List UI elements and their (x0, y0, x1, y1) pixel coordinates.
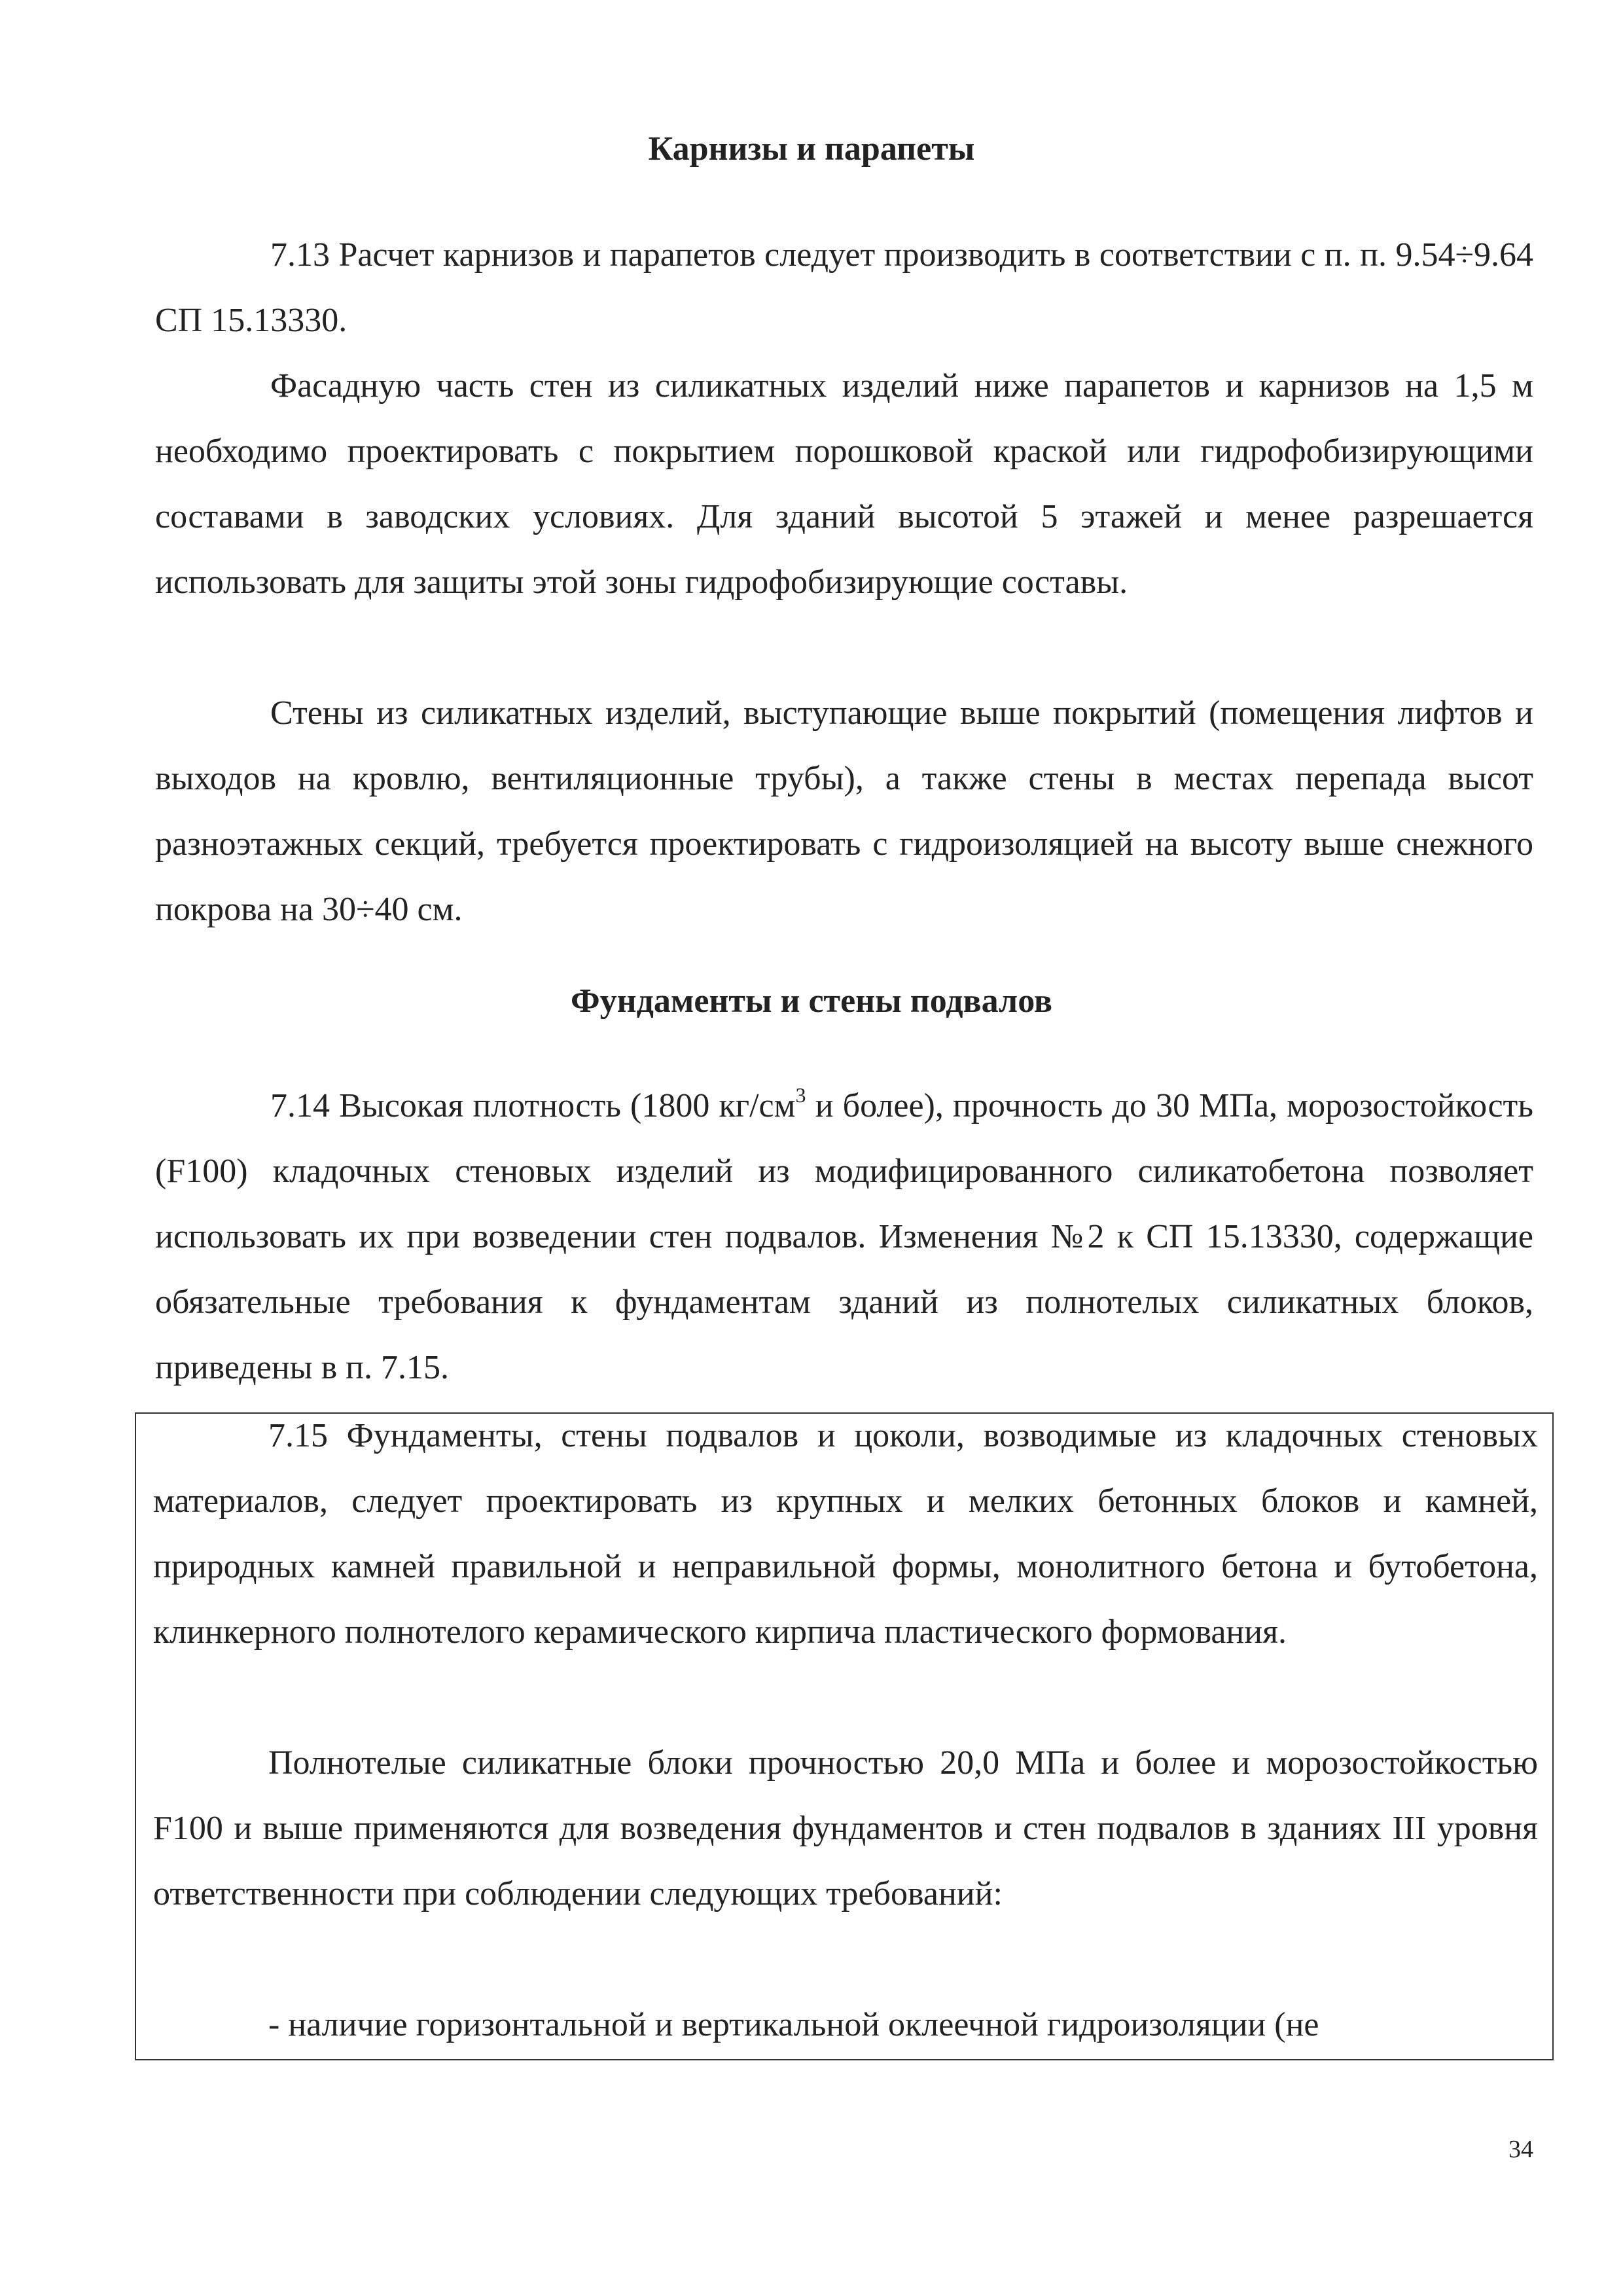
page-number: 34 (1508, 2136, 1533, 2163)
boxed-excerpt (135, 1412, 1554, 2060)
section-heading-cornices: Карнизы и парапеты (648, 130, 975, 168)
paragraph-7-15: 7.15 Фундаменты, стены подвалов и цоколи, возводимые из кладочных стеновых материалов, следует проектировать из крупных и мелких бетонных блоков и камней, природных камней правильной и неправильной формы, монолитного бетона и бутобетона, клинкерного полнотелого керамического кирпича пластического формования. (153, 1417, 1538, 1651)
paragraph-7-14-start: 7.14 Высокая плотность (1800 кг/см (270, 1087, 796, 1124)
paragraph-7-14-rest: и более), прочность до 30 МПа, морозостойкость (F100) кладочных стеновых изделий из модифицированного силикатобетона позволяет использовать их при возведении стен подвалов. Изменения №2 к СП 15.13330, содержащие обязательные требования к фундаментам зданий из полнотелых силикатных блоков, приведены в п. 7.15. (155, 1087, 1533, 1386)
paragraph-waterproofing-item: - наличие горизонтальной и вертикальной оклеечной гидроизоляции (не (268, 2006, 1319, 2043)
paragraph-walls-above-roof: Стены из силикатных изделий, выступающие выше покрытий (помещения лифтов и выходов на кровлю, вентиляционные трубы), а также стены в местах перепада высот разноэтажных секций, требуется проектировать с гидроизоляцией на высоту выше снежного покрова на 30÷40 см. (155, 694, 1533, 928)
superscript-cubic: 3 (795, 1083, 806, 1107)
section-heading-foundations: Фундаменты и стены подвалов (570, 982, 1053, 1020)
paragraph-7-13: 7.13 Расчет карнизов и парапетов следует производить в соответствии с п. п. 9.54÷9.64 СП 15.13330. (155, 236, 1533, 339)
paragraph-7-14 (155, 1073, 1533, 1401)
paragraph-silicate-blocks: Полнотелые силикатные блоки прочностью 20,0 МПа и более и морозостойкостью F100 и выше применяются для возведения фундаментов и стен подвалов в зданиях III уровня ответственности при соблюдении следующих требований: (153, 1744, 1538, 1912)
paragraph-facade: Фасадную часть стен из силикатных изделий ниже парапетов и карнизов на 1,5 м необходимо проектировать с покрытием порошковой краской или гидрофобизирующими составами в заводских условиях. Для зданий высотой 5 этажей и менее разрешается использовать для защиты этой зоны гидрофобизирующие составы. (155, 367, 1533, 601)
